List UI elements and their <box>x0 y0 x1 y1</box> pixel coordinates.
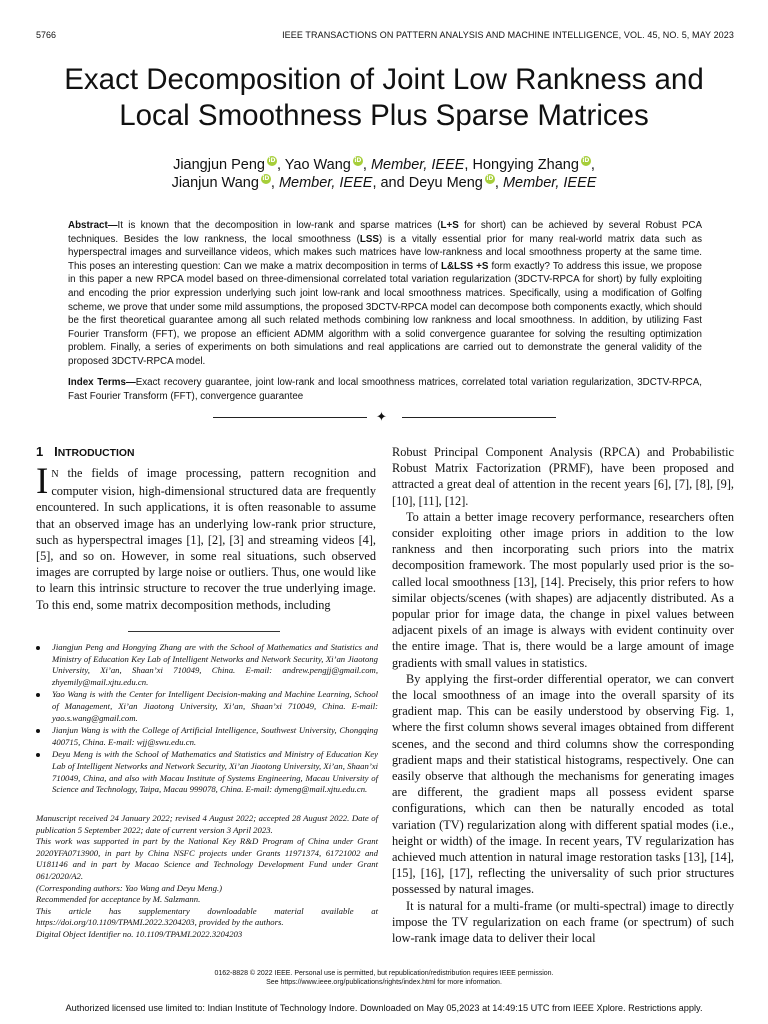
author-list-line-1: Jiangjun Peng iD, Yao Wang iD, Member, IEEE, Hongying Zhang iD, <box>173 157 595 173</box>
intro-paragraph: To attain a better image recovery performance, researchers often consider exploiting other image priors in addition to the low rankness and then incorporating such priors into the matrix decomposition framework. The most popularly used prior is the so-called local smoothness [13], [14]. Precisely, this prior refers to how similar objects/scenes (with shapes) are adjacently distributed. As a popular prior for image data, the change in pixel values between adjacent pixels of an image is always with evident continuity over the entire image. That is, there would be a large amount of image gradients with small values in statistics. <box>392 509 734 670</box>
copyright-notice: 0162-8828 © 2022 IEEE. Personal use is permitted, but republication/redistribution requires IEEE permission. See https://www.ieee.org/publications/rights/index.html for more information. <box>0 969 768 987</box>
bullet-icon <box>36 729 40 733</box>
affiliation-item: Jiangjun Peng and Hongying Zhang are with the School of Mathematics and Statistics and Ministry of Education Key Lab of Intelligent Networks and Network Security, Xi’an Jiaotong University, Xi’an, Shaan’xi 710049, China. E-mail: andrew.pengjj@gmail.com, zhyemily@mail.xjtu.edu.cn. <box>36 642 378 688</box>
index-terms-label: Index Terms— <box>68 377 136 388</box>
running-header: IEEE TRANSACTIONS ON PATTERN ANALYSIS AND MACHINE INTELLIGENCE, VOL. 45, NO. 5, MAY 2023 <box>282 30 734 40</box>
index-terms: Index Terms—Exact recovery guarantee, joint low-rank and local smoothness matrices, correlated total variation regularization, 3DCTV-RPCA, Fast Fourier Transform (FFT), convergence guarantee <box>68 377 702 402</box>
intro-paragraph: By applying the first-order differential operator, we can convert the local smoothness of an image into the overall sparsity of its gradient map. This can be easily understood by observing Fig. 1, where the first column shows several images obtained from different scenes, and the second and third columns show the corresponding gradient maps and their statistical histograms, respectively. One can easily observe that although the mechanisms for generating images are different, the gradient maps all possess evident sparse configurations, which can then be naturally encoded as total variation (TV) regularization along with different spatial modes (i.e., height or width) of the image. In recent years, TV regularization has achieved much attention in natural image restoration tasks [13], [14], [15], [16], [17], reflecting the universality of such prior structures possessed by natural images. <box>392 671 734 897</box>
section-heading: 1 INTRODUCTION <box>36 444 135 459</box>
paper-title <box>0 62 768 134</box>
rights-link[interactable]: See https://www.ieee.org/publications/rights/index.html for more information. <box>266 979 502 986</box>
bullet-icon <box>36 646 40 650</box>
page-number: 5766 <box>36 30 57 40</box>
divider-line <box>213 417 367 418</box>
corresponding-authors: (Corresponding authors: Yao Wang and Deyu Meng.) <box>36 882 223 893</box>
intro-paragraph-left: I N the fields of image processing, pattern recognition and computer vision, high-dimensional structured data are frequently encountered. In such applications, it is often reasonable to assume that an observed image has an underlying low-rank prior structure, such as hyperspectral images [1], [2], [3] and streaming videos [4], [5], and so on. However, in some real situations, such observed images are corrupted by large noise or outliers. Thus, one would like to learn this intrinsic structure to recover the true underlying image. To this end, some matrix decomposition methods, including <box>36 461 376 612</box>
author-list-line-2: Jianjun Wang iD, Member, IEEE, and Deyu Meng iD, Member, IEEE <box>171 175 597 191</box>
funding-note: This work was supported in part by the National Key R&D Program of China under Grant 2020YFA0713900, in part by China NSFC projects under Grants 11971374, 61721002 and U181146 and in part by Macao Science and Technology Development Fund under Grant 061/2020/A2. <box>36 836 378 881</box>
author-membership: Member, IEEE <box>502 175 597 191</box>
bullet-icon <box>36 693 40 697</box>
paper-title-line-2: Local Smoothness Plus Sparse Matrices <box>119 99 649 132</box>
author-name: Jianjun Wang <box>171 175 259 191</box>
manuscript-notes <box>36 813 378 941</box>
orcid-icon[interactable]: iD <box>582 157 590 164</box>
affiliation-item: Yao Wang is with the Center for Intelligent Decision-making and Machine Learning, School of Management, Xi’an Jiaotong University, Xi’an, Shaan’xi 710049, China. E-mail: yao.s.wang@gmail.com. <box>36 689 378 724</box>
author-name: Hongying Zhang <box>472 157 579 173</box>
orcid-icon[interactable]: iD <box>268 157 276 164</box>
intro-paragraph: It is natural for a multi-frame (or multi-spectral) image to directly impose the TV regularization on each frame (or spectrum) of such low-rank image data to deliver their local <box>392 898 734 946</box>
intro-paragraph: Robust Principal Component Analysis (RPCA) and Probabilistic Robust Matrix Factorization (PRMF), have been proposed and attracted a great deal of attention in the recent years [6], [7], [8], [9], [10], [11], [12]. <box>392 445 734 508</box>
supplementary-note[interactable]: This article has supplementary downloadable material available at https://doi.org/10.1109/TPAMI.2022.3204203, provided by the authors. <box>36 905 378 928</box>
author-membership: Member, IEEE <box>370 157 465 173</box>
license-notice: Authorized licensed use limited to: Indian Institute of Technology Indore. Downloaded on May 05,2023 at 14:49:15 UTC from IEEE Xplore. Restrictions apply. <box>65 1003 703 1013</box>
divider-line <box>402 417 556 418</box>
doi-note: Digital Object Identifier no. 10.1109/TPAMI.2022.3204203 <box>36 928 243 939</box>
footnote-rule <box>128 631 280 632</box>
section-number: 1 <box>36 444 44 459</box>
affiliation-footnotes <box>36 642 378 797</box>
orcid-icon[interactable]: iD <box>354 157 362 164</box>
abstract-label: Abstract— <box>68 220 118 231</box>
manuscript-dates: Manuscript received 24 January 2022; revised 4 August 2022; accepted 28 August 2022. Date of publication 5 September 2022; date of current version 3 April 2023. <box>36 813 378 835</box>
divider-star-icon: ✦ <box>376 409 387 424</box>
bullet-icon <box>36 753 40 757</box>
author-name: Deyu Meng <box>408 175 483 191</box>
author-name: Yao Wang <box>284 157 351 173</box>
recommended-by: Recommended for acceptance by M. Salzmann. <box>36 894 201 905</box>
affiliation-item: Deyu Meng is with the School of Mathematics and Statistics and Ministry of Education Key Lab of Intelligent Networks and Network Security, Xi’an Jiaotong University, Xi’an, Shaan’xi 710049, China, and also with Macau Institute of Systems Engineering, Macau University of Science and Technology, Taipa, Macau 999078, China. E-mail: dymeng@mail.xjtu.edu.cn. <box>36 749 378 795</box>
intro-column-right <box>392 444 734 946</box>
author-membership: Member, IEEE <box>278 175 373 191</box>
author-name: Jiangjun Peng <box>173 157 265 173</box>
abstract: Abstract—It is known that the decomposition in low-rank and sparse matrices (L+S for short) can be achieved by several Robust PCA techniques. Besides the low rankness, the local smoothness (LSS) is a vitally essential prior for many real-world matrix data such as hyperspectral images and surveillance videos, which makes such matrices have low-rankness and local smoothness property at the same time. This poses an interesting question: Can we make a matrix decomposition in terms of L&LSS +S form exactly? To address this issue, we propose in this paper a new RPCA model based on three-dimensional correlated total variation regularization (3DCTV-RPCA for short) by fully exploiting and encoding the prior expression underlying such joint low-rank and local smoothness matrices. Specifically, using a modification of Golfing scheme, we prove that under some mild assumptions, the proposed 3DCTV-RPCA model can decompose both components exactly, which should be the first theoretical guarantee among all such related methods combining low rankness and local smoothness. In addition, by utilizing Fast Fourier Transform (FFT), we propose an efficient ADMM algorithm with a solid convergence guarantee for solving the resulting optimization problem. Finally, a series of experiments on both simulations and real applications are carried out to demonstrate the general validity of the proposed 3DCTV-RPCA model. <box>68 220 703 367</box>
orcid-icon[interactable]: iD <box>486 175 494 182</box>
drop-cap: I <box>36 461 49 502</box>
paper-title-line-1: Exact Decomposition of Joint Low Rankness and <box>64 63 704 96</box>
orcid-icon[interactable]: iD <box>262 175 270 182</box>
affiliation-item: Jianjun Wang is with the College of Artificial Intelligence, Southwest University, Chongqing 400715, China. E-mail: wjj@swu.edu.cn. <box>36 725 378 748</box>
